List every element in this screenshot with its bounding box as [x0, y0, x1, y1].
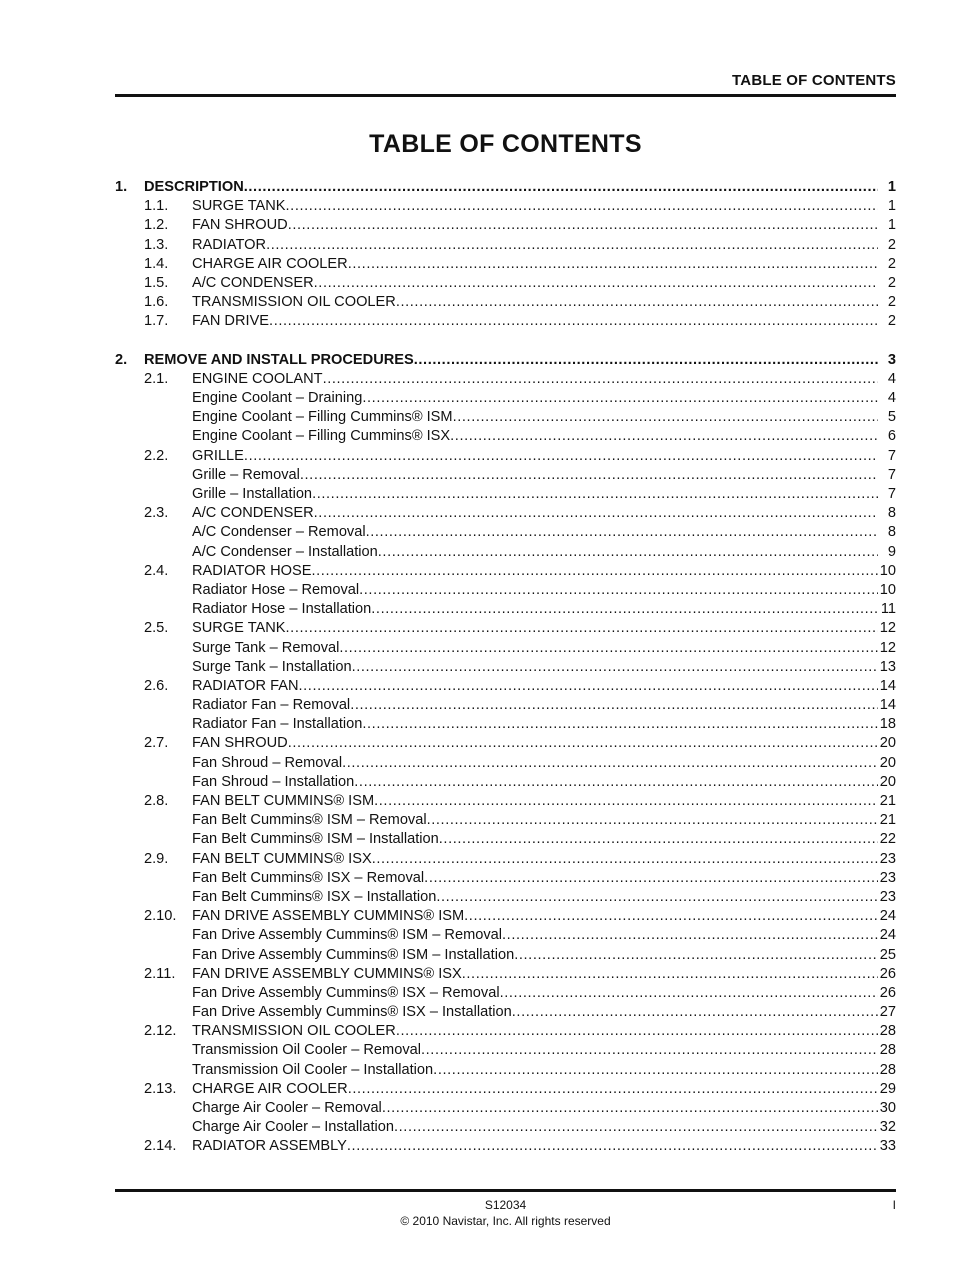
toc-entry-label: GRILLE: [192, 447, 244, 464]
toc-entry[interactable]: [115, 888, 896, 907]
toc-entry[interactable]: [115, 466, 896, 485]
dot-leader: [362, 715, 878, 734]
dot-leader: [288, 216, 878, 235]
toc-entry-number: 1.: [115, 179, 128, 195]
toc-entry-number: 1.1.: [144, 198, 169, 215]
toc-entry-page: 12: [879, 639, 896, 656]
dot-leader: [266, 236, 878, 255]
toc-entry-label: RADIATOR HOSE: [192, 562, 312, 579]
toc-entry[interactable]: [115, 619, 896, 638]
toc-entry-page: 11: [880, 601, 896, 618]
toc-entry-leader: [192, 466, 878, 485]
toc-entry[interactable]: [115, 677, 896, 696]
toc-entry[interactable]: [115, 1137, 896, 1156]
toc-entry[interactable]: [115, 946, 896, 965]
toc-entry[interactable]: [115, 523, 896, 542]
toc-entry-page: 22: [879, 831, 896, 848]
toc-entry-label: Surge Tank – Removal: [192, 639, 340, 656]
toc-entry[interactable]: [115, 926, 896, 945]
toc-entry-number: 2.11.: [144, 965, 176, 982]
dot-leader: [323, 370, 878, 389]
dot-leader: [244, 447, 878, 466]
toc-entry-page: 2: [887, 255, 896, 272]
toc-entry[interactable]: [115, 696, 896, 715]
dot-leader: [371, 600, 878, 619]
toc-entry-page: 7: [887, 447, 896, 464]
dot-leader: [512, 1003, 878, 1022]
footer-doc-code: S12034: [484, 1198, 527, 1212]
toc-entry-label: TRANSMISSION OIL COOLER: [192, 1023, 396, 1040]
toc-entry-leader: [192, 197, 878, 216]
toc-entry-number: 2.2.: [144, 447, 169, 464]
toc-entry-number: 2.9.: [144, 850, 169, 867]
toc-entry-label: A/C CONDENSER: [192, 505, 314, 522]
toc-entry-page: 14: [879, 697, 896, 714]
toc-entry-number: 1.3.: [144, 236, 169, 253]
toc-entry-number: 2.1.: [144, 370, 169, 387]
toc-entry-label: Radiator Fan – Installation: [192, 716, 363, 733]
toc-entry-label: A/C CONDENSER: [192, 274, 314, 291]
toc-entry-page: 10: [879, 562, 896, 579]
toc-entry-page: 1: [887, 179, 896, 195]
toc-entry-number: 2.10.: [144, 908, 177, 925]
dot-leader: [311, 562, 878, 581]
toc-entry-page: 20: [879, 735, 896, 752]
toc-entry-leader: [192, 1003, 878, 1022]
dot-leader: [450, 427, 878, 446]
dot-leader: [502, 926, 878, 945]
toc-entry-leader: [192, 965, 878, 984]
toc-entry[interactable]: [115, 1041, 896, 1060]
toc-entry-leader: [192, 1061, 878, 1080]
dot-leader: [394, 1118, 878, 1137]
toc-entry-leader: [192, 427, 878, 446]
toc-entry-page: 10: [879, 581, 896, 598]
toc-entry-label: CHARGE AIR COOLER: [192, 255, 348, 272]
toc-entry[interactable]: [115, 830, 896, 849]
toc-entry[interactable]: [115, 312, 896, 331]
toc-entry-leader: [192, 447, 878, 466]
toc-entry-leader: [192, 811, 878, 830]
toc-entry-leader: [192, 1137, 878, 1156]
dot-leader: [378, 543, 878, 562]
dot-leader: [374, 792, 878, 811]
toc-entry[interactable]: [115, 1080, 896, 1099]
dot-leader: [339, 639, 878, 658]
toc-entry-leader: [192, 888, 878, 907]
toc-entry-page: 4: [887, 390, 896, 407]
toc-entry-leader: [192, 869, 878, 888]
toc-entry-page: 32: [879, 1119, 896, 1136]
toc-entry-page: 20: [879, 754, 896, 771]
toc-entry-page: 30: [879, 1100, 896, 1116]
toc-entry-page: 1: [887, 198, 896, 215]
dot-leader: [462, 965, 878, 984]
toc-entry-leader: [144, 351, 878, 370]
dot-leader: [244, 178, 878, 197]
toc-entry[interactable]: [115, 965, 896, 984]
toc-entry-leader: [192, 658, 878, 677]
toc-entry-page: 12: [879, 620, 896, 637]
toc-entry-page: 21: [879, 793, 896, 809]
toc-entry-leader: [192, 485, 878, 504]
toc-entry[interactable]: [115, 504, 896, 523]
dot-leader: [464, 907, 878, 926]
page-title: TABLE OF CONTENTS: [369, 130, 642, 158]
toc-entry-label: FAN DRIVE: [192, 313, 270, 330]
toc-entry-number: 2.6.: [144, 677, 169, 694]
dot-leader: [362, 389, 878, 408]
toc-entry-page: 2: [887, 274, 896, 291]
toc-entry-number: 1.4.: [144, 255, 169, 272]
header-rule: [115, 94, 896, 97]
toc-entry-label: Charge Air Cooler – Installation: [192, 1119, 394, 1136]
toc-entry-leader: [192, 581, 878, 600]
toc-entry[interactable]: [115, 178, 896, 197]
toc-entry[interactable]: [115, 811, 896, 830]
toc-entry-leader: [192, 926, 878, 945]
toc-entry-number: 2.4.: [144, 562, 169, 579]
toc-entry[interactable]: [115, 543, 896, 562]
toc-entry[interactable]: [115, 255, 896, 274]
toc-entry-leader: [192, 792, 878, 811]
toc-entry-page: 29: [879, 1080, 896, 1097]
toc-entry-label: Fan Drive Assembly Cummins® ISX – Removal: [192, 984, 500, 1001]
toc-entry-number: 2.5.: [144, 620, 169, 637]
toc-entry-number: 1.2.: [144, 217, 169, 234]
toc-entry[interactable]: [115, 236, 896, 255]
toc-entry-leader: [192, 1022, 878, 1041]
dot-leader: [427, 811, 878, 830]
dot-leader: [433, 1061, 878, 1080]
dot-leader: [439, 830, 878, 849]
toc-entry-number: 1.7.: [144, 313, 169, 330]
dot-leader: [348, 255, 878, 274]
dot-leader: [500, 984, 878, 1003]
toc-entry-page: 25: [879, 946, 896, 963]
toc-entry-leader: [192, 639, 878, 658]
toc-entry-label: A/C Condenser – Installation: [192, 543, 378, 560]
toc-entry-leader: [192, 389, 878, 408]
dot-leader: [366, 523, 878, 542]
toc-entry-number: 2.3.: [144, 505, 169, 522]
toc-entry[interactable]: [115, 734, 896, 753]
toc-entry-page: 23: [879, 850, 896, 867]
toc-entry-page: 28: [879, 1061, 896, 1078]
toc-entry-label: Fan Drive Assembly Cummins® ISM – Removal: [192, 927, 503, 944]
toc-entry-leader: [192, 274, 878, 293]
toc-entry-label: Grille – Installation: [192, 486, 313, 502]
toc-entry-leader: [192, 830, 878, 849]
toc-entry-leader: [192, 734, 878, 753]
toc-entry[interactable]: [115, 562, 896, 581]
toc-entry-leader: [192, 1080, 878, 1099]
toc-entry[interactable]: [115, 850, 896, 869]
toc-entry-label: RADIATOR ASSEMBLY: [192, 1138, 347, 1155]
dot-leader: [269, 312, 878, 331]
dot-leader: [288, 734, 878, 753]
dot-leader: [396, 293, 878, 312]
toc-entry[interactable]: [115, 869, 896, 888]
toc-entry-label: SURGE TANK: [192, 620, 286, 637]
toc-entry-page: 2: [887, 313, 896, 330]
toc-entry[interactable]: [115, 1118, 896, 1137]
dot-leader: [299, 677, 879, 696]
dot-leader: [414, 351, 878, 370]
toc-entry[interactable]: [115, 581, 896, 600]
toc-entry-leader: [192, 312, 878, 331]
toc-entry-label: ENGINE COOLANT: [192, 370, 323, 387]
toc-entry-page: 8: [887, 505, 896, 522]
toc-list: [115, 178, 896, 1157]
toc-entry-leader: [192, 408, 878, 427]
toc-entry-leader: [192, 984, 878, 1003]
toc-entry[interactable]: [115, 715, 896, 734]
dot-leader: [312, 485, 878, 504]
toc-entry[interactable]: [115, 907, 896, 926]
toc-entry-label: FAN SHROUD: [192, 217, 288, 234]
toc-entry-label: Fan Belt Cummins® ISM – Removal: [192, 812, 427, 829]
dot-leader: [350, 696, 878, 715]
toc-entry-leader: [192, 1041, 878, 1060]
dot-leader: [514, 946, 878, 965]
dot-leader: [354, 773, 878, 792]
toc-entry[interactable]: [115, 658, 896, 677]
toc-entry-number: 1.5.: [144, 274, 169, 291]
toc-entry-number: 2.13.: [144, 1080, 177, 1097]
toc-entry-label: Fan Shroud – Removal: [192, 754, 343, 771]
toc-entry[interactable]: [115, 351, 896, 370]
toc-entry-page: 26: [879, 965, 896, 982]
toc-entry-leader: [192, 773, 878, 792]
toc-entry-label: Radiator Fan – Removal: [192, 697, 351, 714]
toc-entry-leader: [192, 293, 878, 312]
toc-entry-label: Engine Coolant – Filling Cummins® ISM: [192, 409, 453, 426]
toc-entry[interactable]: [115, 1099, 896, 1118]
toc-entry-leader: [192, 504, 878, 523]
toc-entry-page: 6: [887, 428, 896, 445]
toc-entry-leader: [192, 370, 878, 389]
toc-entry-page: 24: [879, 927, 896, 944]
dot-leader: [314, 274, 878, 293]
toc-entry-label: Transmission Oil Cooler – Installation: [192, 1061, 434, 1078]
dot-leader: [352, 658, 878, 677]
toc-entry-label: SURGE TANK: [192, 198, 286, 215]
toc-entry-label: Engine Coolant – Filling Cummins® ISX: [192, 428, 451, 445]
toc-entry-page: 33: [879, 1138, 896, 1155]
toc-entry-label: Grille – Removal: [192, 466, 300, 483]
toc-entry-label: Engine Coolant – Draining: [192, 390, 363, 407]
toc-entry-page: 20: [879, 773, 896, 790]
footer-page-number: I: [892, 1198, 896, 1212]
toc-entry-page: 26: [879, 984, 896, 1001]
toc-entry-page: 4: [887, 370, 896, 387]
toc-entry-page: 27: [879, 1004, 896, 1021]
toc-entry-page: 28: [879, 1042, 896, 1059]
toc-entry[interactable]: [115, 600, 896, 619]
dot-leader: [424, 869, 878, 888]
toc-entry-label: Fan Belt Cummins® ISM – Installation: [192, 831, 439, 848]
toc-entry-leader: [192, 1099, 878, 1118]
toc-entry-leader: [192, 216, 878, 235]
dot-leader: [286, 197, 878, 216]
toc-entry[interactable]: [115, 389, 896, 408]
toc-entry-page: 9: [887, 543, 896, 560]
toc-entry[interactable]: [115, 792, 896, 811]
toc-entry-leader: [192, 850, 878, 869]
toc-entry-page: 14: [879, 677, 896, 694]
toc-entry-page: 5: [887, 409, 896, 426]
footer-copyright: © 2010 Navistar, Inc. All rights reserved: [400, 1214, 611, 1228]
dot-leader: [342, 754, 878, 773]
toc-entry-label: RADIATOR FAN: [192, 677, 299, 694]
toc-entry-page: 23: [879, 869, 896, 886]
toc-entry-page: 18: [879, 716, 896, 733]
toc-entry[interactable]: [115, 754, 896, 773]
toc-entry-label: Fan Belt Cummins® ISX – Installation: [192, 888, 437, 905]
toc-entry-label: FAN BELT CUMMINS® ISM: [192, 793, 375, 809]
toc-entry-page: 1: [887, 217, 896, 234]
dot-leader: [372, 850, 878, 869]
toc-entry-page: 2: [887, 236, 896, 253]
toc-entry[interactable]: [115, 639, 896, 658]
toc-entry-page: 8: [887, 524, 896, 541]
toc-entry[interactable]: [115, 1003, 896, 1022]
toc-entry[interactable]: [115, 984, 896, 1003]
toc-entry-leader: [192, 523, 878, 542]
toc-entry-page: 13: [879, 658, 896, 675]
toc-entry-label: Radiator Hose – Removal: [192, 581, 360, 598]
toc-entry-page: 7: [887, 466, 896, 483]
toc-entry-label: Fan Shroud – Installation: [192, 773, 355, 790]
toc-entry-number: 2.8.: [144, 793, 169, 809]
toc-entry-leader: [192, 1118, 878, 1137]
toc-entry[interactable]: [115, 427, 896, 446]
toc-entry-leader: [192, 946, 878, 965]
dot-leader: [396, 1022, 878, 1041]
toc-entry-label: Fan Belt Cummins® ISX – Removal: [192, 869, 425, 886]
toc-entry-leader: [192, 619, 878, 638]
running-header-title: TABLE OF CONTENTS: [732, 72, 896, 89]
toc-entry[interactable]: [115, 370, 896, 389]
toc-entry-leader: [192, 543, 878, 562]
toc-entry[interactable]: [115, 216, 896, 235]
toc-entry-page: 3: [887, 351, 896, 368]
toc-entry-label: REMOVE AND INSTALL PROCEDURES: [144, 351, 414, 368]
toc-entry-leader: [192, 600, 878, 619]
toc-entry[interactable]: [115, 274, 896, 293]
dot-leader: [453, 408, 878, 427]
dot-leader: [421, 1041, 878, 1060]
toc-entry-label: CHARGE AIR COOLER: [192, 1080, 348, 1097]
dot-leader: [436, 888, 878, 907]
toc-entry-label: DESCRIPTION: [144, 179, 244, 195]
dot-leader: [382, 1099, 878, 1118]
toc-entry-page: 2: [887, 294, 896, 311]
toc-entry[interactable]: [115, 1022, 896, 1041]
toc-entry-leader: [192, 562, 878, 581]
toc-entry-leader: [192, 754, 878, 773]
toc-entry-label: Fan Drive Assembly Cummins® ISX – Installation: [192, 1004, 512, 1021]
toc-entry-label: FAN BELT CUMMINS® ISX: [192, 850, 372, 867]
toc-entry-leader: [144, 178, 878, 197]
toc-entry-number: 2.14.: [144, 1138, 177, 1155]
toc-entry-label: TRANSMISSION OIL COOLER: [192, 294, 396, 311]
toc-entry-number: 2.7.: [144, 735, 169, 752]
toc-entry-number: 2.12.: [144, 1023, 177, 1040]
toc-entry-page: 21: [879, 812, 896, 829]
toc-entry-label: FAN SHROUD: [192, 735, 288, 752]
toc-entry[interactable]: [115, 197, 896, 216]
toc-entry-label: A/C Condenser – Removal: [192, 524, 366, 541]
toc-entry-label: FAN DRIVE ASSEMBLY CUMMINS® ISX: [192, 965, 462, 982]
toc-entry-label: Fan Drive Assembly Cummins® ISM – Installation: [192, 946, 515, 963]
toc-entry-leader: [192, 907, 878, 926]
toc-entry-label: Surge Tank – Installation: [192, 658, 352, 675]
dot-leader: [347, 1137, 878, 1156]
toc-entry[interactable]: [115, 485, 896, 504]
toc-entry-leader: [192, 236, 878, 255]
toc-entry[interactable]: [115, 773, 896, 792]
toc-entry-label: FAN DRIVE ASSEMBLY CUMMINS® ISM: [192, 908, 465, 925]
toc-entry-leader: [192, 255, 878, 274]
toc-entry-page: 7: [887, 486, 896, 502]
toc-entry[interactable]: [115, 293, 896, 312]
dot-leader: [359, 581, 878, 600]
toc-entry-page: 28: [879, 1023, 896, 1040]
dot-leader: [300, 466, 878, 485]
toc-entry[interactable]: [115, 447, 896, 466]
toc-entry-label: Transmission Oil Cooler – Removal: [192, 1042, 421, 1059]
toc-entry-number: 2.: [115, 351, 128, 368]
toc-entry-page: 23: [879, 888, 896, 905]
dot-leader: [348, 1080, 878, 1099]
footer-rule: [115, 1189, 896, 1192]
toc-entry-label: Charge Air Cooler – Removal: [192, 1100, 382, 1116]
toc-entry[interactable]: [115, 408, 896, 427]
toc-entry-leader: [192, 715, 878, 734]
dot-leader: [286, 619, 878, 638]
toc-entry-number: 1.6.: [144, 294, 169, 311]
toc-entry-label: RADIATOR: [192, 236, 267, 253]
toc-entry-label: Radiator Hose – Installation: [192, 601, 372, 618]
dot-leader: [314, 504, 878, 523]
toc-entry-leader: [192, 677, 878, 696]
toc-entry-page: 24: [879, 908, 896, 925]
toc-entry-leader: [192, 696, 878, 715]
toc-entry[interactable]: [115, 1061, 896, 1080]
